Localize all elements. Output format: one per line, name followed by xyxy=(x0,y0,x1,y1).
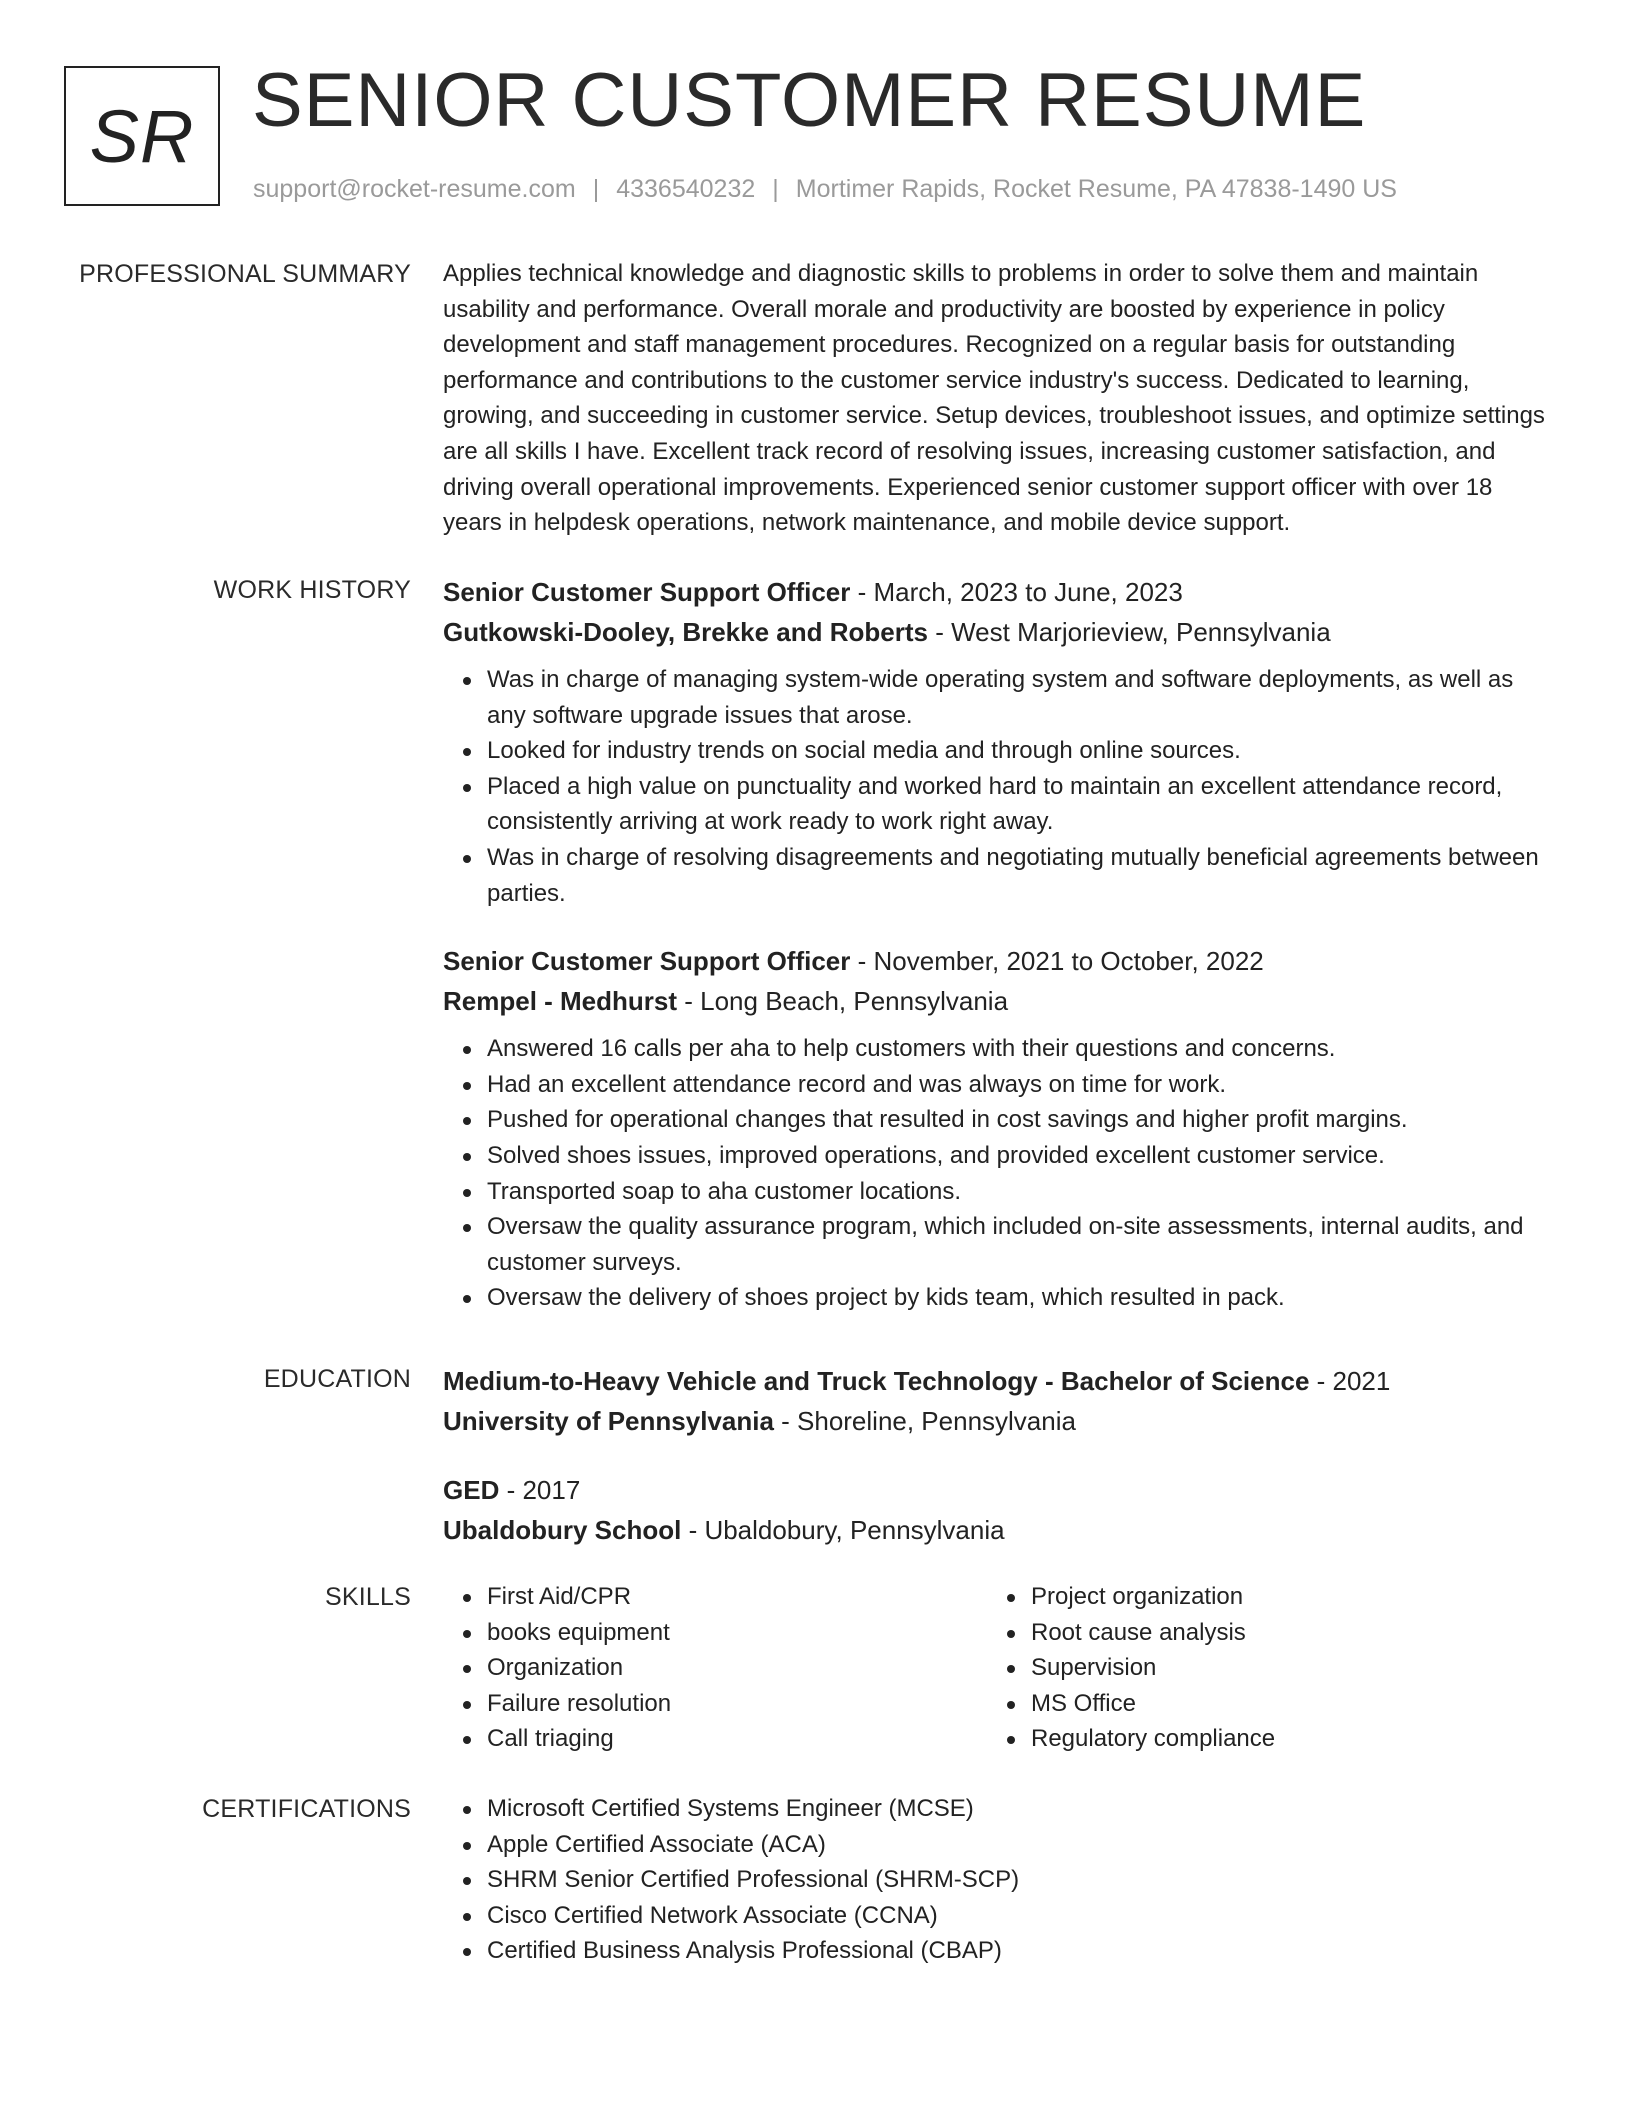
education-degree-line xyxy=(443,1361,1555,1401)
job-company: Gutkowski-Dooley, Brekke and Roberts xyxy=(443,617,928,647)
certifications-body xyxy=(443,1791,1555,1969)
job-title-line xyxy=(443,941,1555,981)
work-history-body xyxy=(443,572,1555,1316)
job-bullet: Oversaw the quality assurance program, which included on-site assessments, internal audits, and customer surveys. xyxy=(487,1209,1555,1280)
resume-title: SENIOR CUSTOMER RESUME xyxy=(252,58,1367,143)
certifications-list xyxy=(443,1791,1555,1969)
contact-separator: | xyxy=(772,175,779,203)
education-school: Ubaldobury School xyxy=(443,1515,682,1545)
contact-separator: | xyxy=(592,175,600,203)
section-label-certifications: CERTIFICATIONS xyxy=(202,1795,411,1823)
job-title-line xyxy=(443,572,1555,612)
education-year: - 2017 xyxy=(499,1475,581,1505)
certification-item: SHRM Senior Certified Professional (SHRM-SCP) xyxy=(487,1862,1555,1898)
contact-email: support@rocket-resume.com xyxy=(253,175,576,203)
skills-list xyxy=(443,1579,987,1757)
skill-item: Organization xyxy=(487,1650,987,1686)
job-dates: - March, 2023 to June, 2023 xyxy=(850,577,1183,607)
job-entry xyxy=(443,572,1555,911)
monogram-badge: SR xyxy=(64,66,220,206)
education-entry xyxy=(443,1470,1555,1550)
job-entry xyxy=(443,941,1555,1316)
education-location: - Shoreline, Pennsylvania xyxy=(773,1406,1076,1436)
contact-line xyxy=(253,172,1397,206)
skills-list xyxy=(987,1579,1527,1757)
job-bullet: Pushed for operational changes that resulted in cost savings and higher profit margins. xyxy=(487,1102,1555,1138)
skill-item: First Aid/CPR xyxy=(487,1579,987,1615)
education-entry xyxy=(443,1361,1555,1441)
job-location: - West Marjorieview, Pennsylvania xyxy=(927,617,1331,647)
education-body xyxy=(443,1361,1555,1550)
job-dates: - November, 2021 to October, 2022 xyxy=(850,946,1264,977)
job-title: Senior Customer Support Officer xyxy=(443,577,851,607)
job-company-line xyxy=(443,981,1555,1021)
skill-item: books equipment xyxy=(487,1615,987,1651)
job-bullet: Was in charge of managing system-wide operating system and software deployments, as well as any software upgrade issues that arose. xyxy=(487,662,1555,733)
education-school: University of Pennsylvania xyxy=(443,1406,774,1436)
skill-item: Failure resolution xyxy=(487,1686,987,1722)
summary-body xyxy=(443,256,1555,541)
job-bullet: Had an excellent attendance record and was always on time for work. xyxy=(487,1067,1555,1103)
job-bullet: Placed a high value on punctuality and worked hard to maintain an excellent attendance record, consistently arriving at work ready to work right away. xyxy=(487,769,1555,840)
skill-item: Supervision xyxy=(1031,1650,1527,1686)
contact-phone: 4336540232 xyxy=(616,175,756,203)
education-degree: Medium-to-Heavy Vehicle and Truck Technology - Bachelor of Science xyxy=(443,1366,1310,1396)
section-label-skills: SKILLS xyxy=(325,1583,411,1611)
education-degree: GED xyxy=(443,1475,500,1505)
education-school-line xyxy=(443,1510,1555,1550)
summary-text: Applies technical knowledge and diagnostic skills to problems in order to solve them and maintain usability and performance. Overall morale and productivity are boosted by experience in policy development and staff management procedures. Recognized on a regular basis for outstanding performance and contributions to the customer service industry's success. Dedicated to learning, growing, and succeeding in customer service. Setup devices, troubleshoot issues, and optimize settings are all skills I have. Excellent track record of resolving issues, increasing customer satisfaction, and driving overall operational improvements. Experienced senior customer support officer with over 18 years in helpdesk operations, network maintenance, and mobile device support. xyxy=(443,260,1545,537)
job-location: - Long Beach, Pennsylvania xyxy=(677,986,1009,1017)
contact-address: Mortimer Rapids, Rocket Resume, PA 47838-1490 US xyxy=(795,175,1397,203)
skill-item: Root cause analysis xyxy=(1031,1615,1527,1651)
job-title: Senior Customer Support Officer xyxy=(443,946,851,977)
job-bullet: Answered 16 calls per aha to help customers with their questions and concerns. xyxy=(487,1031,1555,1067)
job-bullet: Transported soap to aha customer locations. xyxy=(487,1174,1555,1210)
skill-item: Call triaging xyxy=(487,1721,987,1757)
certification-item: Cisco Certified Network Associate (CCNA) xyxy=(487,1898,1555,1934)
job-bullets xyxy=(443,662,1555,911)
skill-item: MS Office xyxy=(1031,1686,1527,1722)
job-company-line xyxy=(443,612,1555,652)
job-bullets xyxy=(443,1031,1555,1316)
certification-item: Certified Business Analysis Professional (CBAP) xyxy=(487,1933,1555,1969)
job-bullet: Was in charge of resolving disagreements and negotiating mutually beneficial agreements between parties. xyxy=(487,840,1555,911)
certification-item: Microsoft Certified Systems Engineer (MCSE) xyxy=(487,1791,1555,1827)
job-bullet: Oversaw the delivery of shoes project by kids team, which resulted in pack. xyxy=(487,1280,1555,1316)
skill-item: Regulatory compliance xyxy=(1031,1721,1527,1757)
education-school-line xyxy=(443,1401,1555,1441)
skills-column xyxy=(443,1579,987,1757)
section-label-education: EDUCATION xyxy=(263,1365,411,1393)
section-label-summary: PROFESSIONAL SUMMARY xyxy=(79,260,411,288)
skill-item: Project organization xyxy=(1031,1579,1527,1615)
education-location: - Ubaldobury, Pennsylvania xyxy=(681,1515,1005,1545)
job-company: Rempel - Medhurst xyxy=(443,986,678,1017)
education-year: - 2021 xyxy=(1309,1366,1391,1396)
section-label-work-history: WORK HISTORY xyxy=(213,576,411,604)
job-bullet: Looked for industry trends on social media and through online sources. xyxy=(487,733,1555,769)
skills-column xyxy=(987,1579,1527,1757)
skills-body xyxy=(443,1579,1555,1757)
certification-item: Apple Certified Associate (ACA) xyxy=(487,1827,1555,1863)
education-degree-line xyxy=(443,1470,1555,1510)
skills-columns xyxy=(443,1579,1555,1757)
job-bullet: Solved shoes issues, improved operations, and provided excellent customer service. xyxy=(487,1138,1555,1174)
